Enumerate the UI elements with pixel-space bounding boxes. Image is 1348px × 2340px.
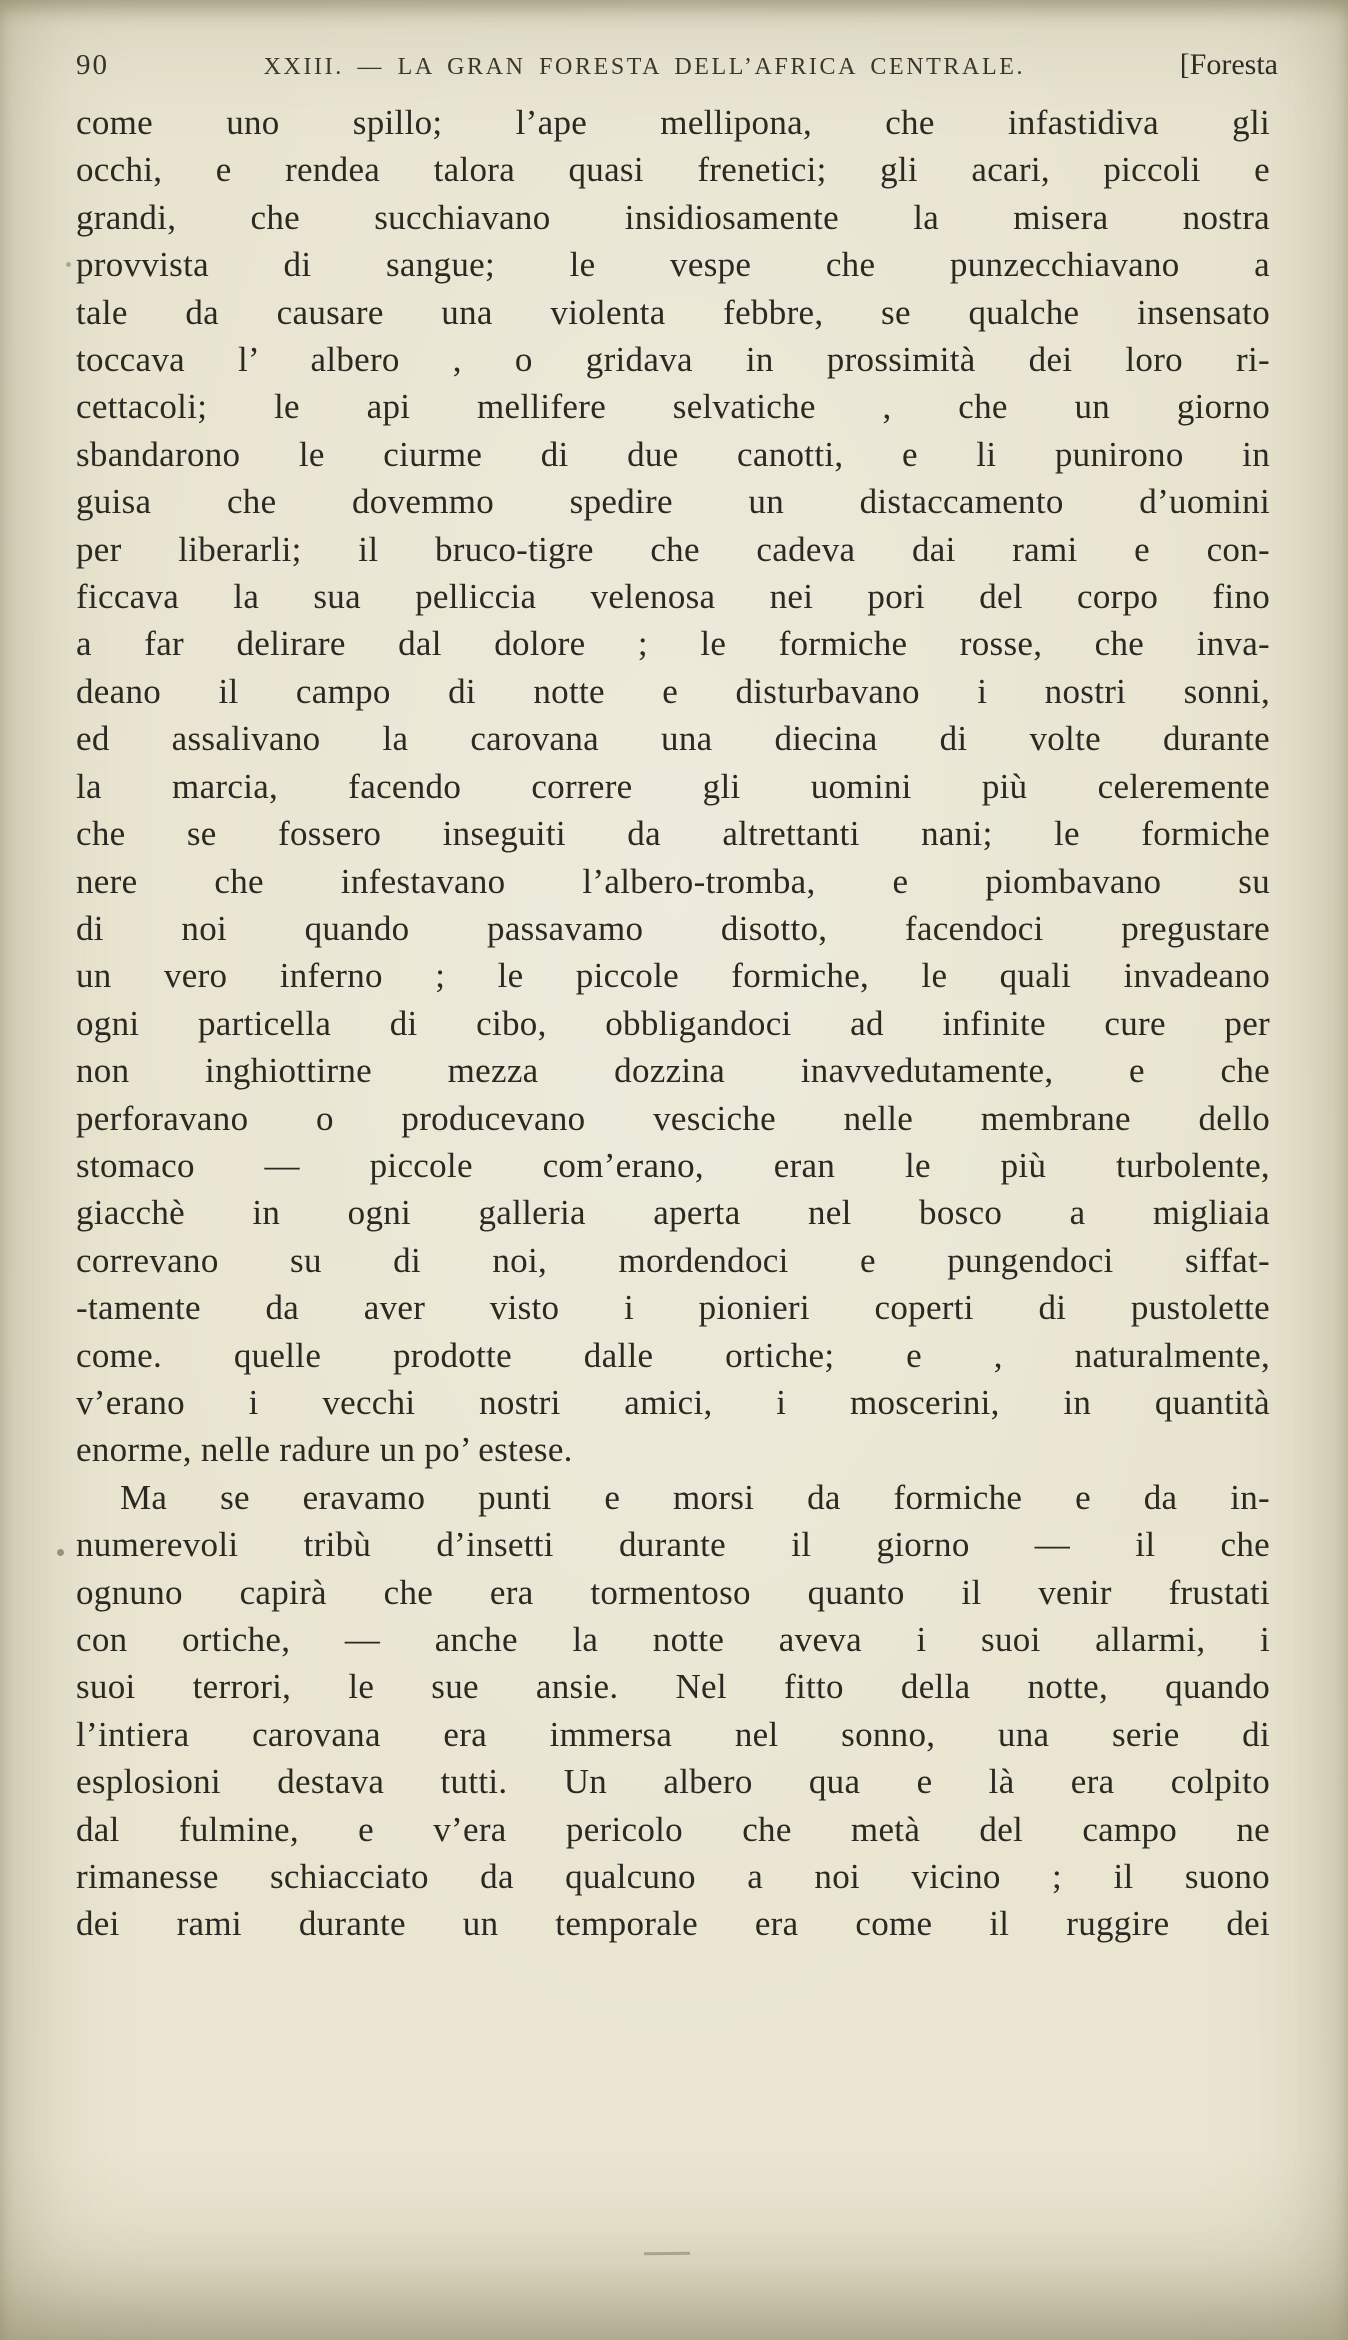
text-line: l’intiera carovana era immersa nel sonno, una serie di [76, 1714, 1270, 1754]
text-line: suoi terrori, le sue ansie. Nel fitto della notte, quando [76, 1667, 1270, 1707]
text-line: non inghiottirne mezza dozzina inavvedutamente, e che [76, 1051, 1270, 1091]
text-line: giacchè in ogni galleria aperta nel bosco a migliaia [76, 1193, 1270, 1233]
text-line: la marcia, facendo correre gli uomini più celeremente [76, 766, 1270, 806]
text-line: come. quelle prodotte dalle ortiche; e , naturalmente, [76, 1335, 1270, 1375]
text-line: ogni particella di cibo, obbligandoci ad infinite cure per [76, 1003, 1270, 1043]
text-line: rimanesse schiacciato da qualcuno a noi vicino ; il suono [76, 1857, 1270, 1897]
text-line: nere che infestavano l’albero-tromba, e piombavano su [76, 861, 1270, 901]
text-line: dei rami durante un temporale era come il ruggire dei [76, 1904, 1270, 1944]
text-line: stomaco — piccole com’erano, eran le più turbolente, [76, 1145, 1270, 1185]
text-line: ed assalivano la carovana una diecina di volte durante [76, 719, 1270, 759]
printers-mark [644, 2252, 690, 2255]
text-line: occhi, e rendea talora quasi frenetici; gli acari, piccoli e [76, 150, 1270, 190]
text-line: grandi, che succhiavano insidiosamente la misera nostra [76, 197, 1270, 237]
page-number: 90 [76, 49, 109, 81]
text-line: ficcava la sua pelliccia velenosa nei pori del corpo fino [76, 577, 1270, 617]
text-line: Ma se eravamo punti e morsi da formiche e da in- [120, 1477, 1270, 1517]
text-line: con ortiche, — anche la notte aveva i suoi allarmi, i [76, 1620, 1270, 1659]
text-line: dal fulmine, e v’era pericolo che metà del campo ne [76, 1809, 1270, 1849]
text-line: un vero inferno ; le piccole formiche, le quali invadeano [76, 956, 1270, 996]
text-line: che se fossero inseguiti da altrettanti nani; le formiche [76, 814, 1270, 854]
catchword: [Foresta [1179, 48, 1278, 81]
text-line: provvista di sangue; le vespe che punzecchiavano a [76, 245, 1270, 285]
running-title: XXIII. — LA GRAN FORESTA DELL’AFRICA CENTRALE. [263, 54, 1026, 80]
text-line: come uno spillo; l’ape mellipona, che infastidiva gli [76, 103, 1270, 142]
ink-speck [57, 1549, 64, 1556]
text-line: numerevoli tribù d’insetti durante il giorno — il che [76, 1525, 1270, 1565]
text-line: v’erano i vecchi nostri amici, i moscerini, in quantità [76, 1382, 1270, 1422]
text-line: perforavano o producevano vesciche nelle membrane dello [76, 1098, 1270, 1138]
text-line: enorme, nelle radure un po’ estese. [76, 1430, 573, 1470]
text-line: per liberarli; il bruco-tigre che cadeva dai rami e con- [76, 529, 1270, 569]
text-line: ognuno capirà che era tormentoso quanto il venir frustati [76, 1572, 1270, 1612]
text-line: deano il campo di notte e disturbavano i nostri sonni, [76, 671, 1270, 711]
text-line: toccava l’ albero , o gridava in prossimità dei loro ri- [76, 340, 1270, 380]
ink-speck [66, 262, 71, 267]
text-line: cettacoli; le api mellifere selvatiche , che un giorno [76, 387, 1270, 427]
page-header [76, 48, 1278, 82]
text-line: -tamente da aver visto i pionieri coperti di pustolette [76, 1288, 1270, 1328]
text-line: di noi quando passavamo disotto, facendoci pregustare [76, 908, 1270, 948]
text-line: guisa che dovemmo spedire un distaccamento d’uomini [76, 482, 1270, 522]
text-line: esplosioni destava tutti. Un albero qua e là era colpito [76, 1762, 1270, 1802]
text-line: correvano su di noi, mordendoci e pungendoci siffat- [76, 1240, 1270, 1280]
body-text [76, 99, 1270, 1948]
text-line: tale da causare una violenta febbre, se qualche insensato [76, 292, 1270, 332]
text-line: a far delirare dal dolore ; le formiche rosse, che inva- [76, 624, 1270, 664]
text-line: sbandarono le ciurme di due canotti, e li punirono in [76, 434, 1270, 474]
